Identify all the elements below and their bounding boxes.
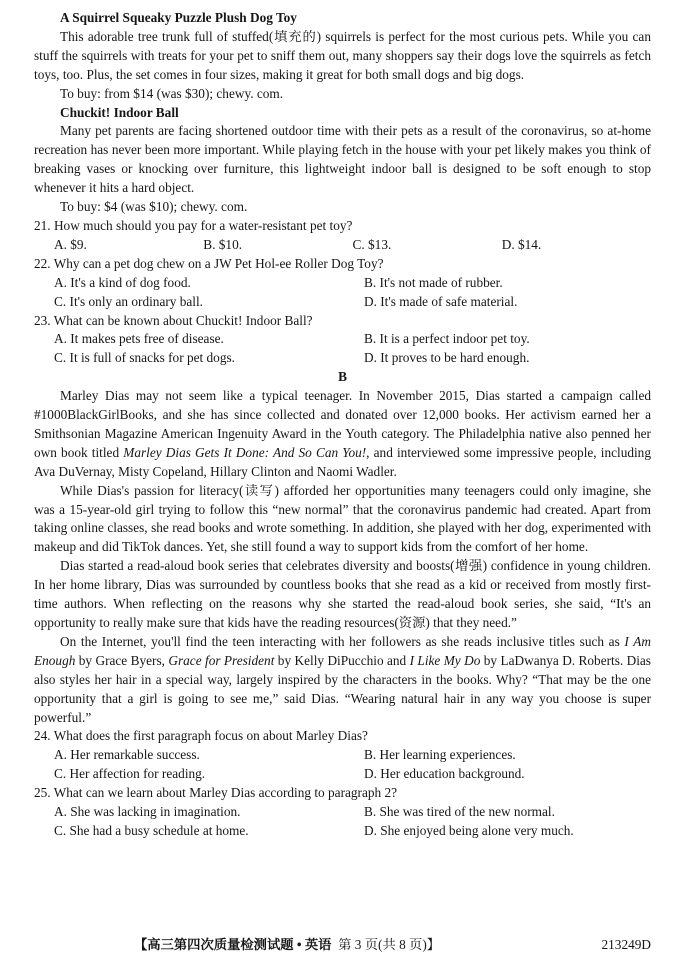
question-21: 21. How much should you pay for a water-resistant pet toy? <box>34 217 353 233</box>
question-22-options-row1 <box>34 274 651 293</box>
question-24: 24. What does the first paragraph focus on about Marley Dias? <box>34 728 368 744</box>
p4-title-2: Grace for President <box>168 652 275 668</box>
question-21-options <box>34 236 651 255</box>
passage-b-paragraph-4 <box>34 633 651 728</box>
option-25-b: B. She was tired of the new normal. <box>364 804 555 820</box>
option-25-d: D. She enjoyed being alone very much. <box>364 822 574 838</box>
p4-title-1: I Am Enough <box>34 633 651 668</box>
option-24-c: C. Her affection for reading. <box>54 766 206 782</box>
option-22-a: A. It's a kind of dog food. <box>54 274 191 290</box>
option-22-d: D. It's made of safe material. <box>364 293 518 309</box>
passage-b-paragraph-2: While Dias's passion for literacy(读写) afforded her opportunities many teenagers could only imagine, she was a 15-year-old girl trying to follow this “new normal” that the coronavirus pandemic had created. Apart from taking online classes, she read books and wrote something. In addition, she played with her dog, experimented with makeup and did TikTok dances. Yet, she still found a way to support kids from the comfort of her home. <box>34 482 651 555</box>
book-title: Marley Dias Gets It Done: And So Can You! <box>123 444 367 460</box>
item-buy-squirrel-toy: To buy: from $14 (was $30); chewy. com. <box>60 85 284 101</box>
option-22-b: B. It's not made of rubber. <box>364 274 503 290</box>
question-23-options-row2 <box>34 349 651 368</box>
option-23-b: B. It is a perfect indoor pet toy. <box>364 331 530 347</box>
p4-title-3: I Like My Do <box>409 652 481 668</box>
footer-code: 213249D <box>601 937 651 952</box>
option-25-c: C. She had a busy schedule at home. <box>54 822 249 838</box>
item-body-chuckit-ball: Many pet parents are facing shortened outdoor time with their pets as a result of the coronavirus, so at-home recreation has never been more important. While playing fetch in the house with your pet likely makes you think of breaking vases or knocking over furniture, this lightweight indoor ball is designed to be soft enough to stop whenever it hits a hard object. <box>34 123 651 196</box>
item-body-squirrel-toy: This adorable tree trunk full of stuffed(填充的) squirrels is perfect for the most curious pets. While you can stuff the squirrels with treats for your pet to sniff them out, many shoppers say their dogs love the squirrels as fetch toys, too. Plus, the set comes in four sizes, making it great for both small dogs and big dogs. <box>34 28 651 82</box>
item-title-squirrel-toy: A Squirrel Squeaky Puzzle Plush Dog Toy <box>60 10 297 25</box>
question-25-options-row1 <box>34 803 651 822</box>
option-23-d: D. It proves to be hard enough. <box>364 350 530 366</box>
option-21-d: D. $14. <box>501 236 542 252</box>
option-21-b: B. $10. <box>203 236 243 252</box>
option-24-b: B. Her learning experiences. <box>364 747 516 763</box>
question-23-options-row1 <box>34 330 651 349</box>
option-23-c: C. It is full of snacks for pet dogs. <box>54 350 235 366</box>
p1-text-end: , and interviewed some impressive people, including Ava DuVernay, Misty Copeland, Hillary Clinton and Naomi Wadler. <box>34 444 651 479</box>
p4-text-2: by Grace Byers, <box>75 652 169 668</box>
option-21-c: C. $13. <box>352 236 392 252</box>
option-24-d: D. Her education background. <box>364 766 525 782</box>
question-22-options-row2 <box>34 293 651 312</box>
option-21-a: A. $9. <box>54 236 87 252</box>
footer-title <box>134 936 440 955</box>
question-23: 23. What can be known about Chuckit! Indoor Ball? <box>34 312 313 328</box>
option-24-a: A. Her remarkable success. <box>54 747 200 763</box>
question-25-options-row2 <box>34 822 651 841</box>
p1-text-start: Marley Dias may not seem like a typical teenager. In November 2015, Dias started a campaign called #1000BlackGirlBooks, and she has since collected and donated over 12,000 books. Her activism earned her a Smithsonian Magazine American Ingenuity Award in the Youth category. The Philadelphia native also penned her own book titled <box>34 388 651 460</box>
section-heading-b: B <box>338 369 347 385</box>
footer-page-number: 第 3 页(共 8 页)】 <box>338 937 441 952</box>
question-25: 25. What can we learn about Marley Dias according to paragraph 2? <box>34 785 398 801</box>
question-24-options-row1 <box>34 746 651 765</box>
option-22-c: C. It's only an ordinary ball. <box>54 293 204 309</box>
passage-b-paragraph-1 <box>34 387 651 482</box>
option-23-a: A. It makes pets free of disease. <box>54 331 224 347</box>
p4-text-3: by Kelly DiPucchio and <box>274 652 410 668</box>
question-24-options-row2 <box>34 765 651 784</box>
option-25-a: A. She was lacking in imagination. <box>54 804 241 820</box>
question-22: 22. Why can a pet dog chew on a JW Pet Hol-ee Roller Dog Toy? <box>34 255 384 271</box>
p4-text-1: On the Internet, you'll find the teen interacting with her followers as she reads inclusive titles such as <box>60 633 625 649</box>
passage-b-paragraph-3: Dias started a read-aloud book series that celebrates diversity and boosts(增强) confidence in young children. In her home library, Dias was surrounded by countless books that she read as a kid or received from mostly first-time authors. When reflecting on the reasons why she started the read-aloud book series, she said, “It's an opportunity to really make sure that kids have the reading resources(资源) that they need.” <box>34 558 651 630</box>
item-buy-chuckit-ball: To buy: $4 (was $10); chewy. com. <box>60 199 248 215</box>
item-title-chuckit-ball: Chuckit! Indoor Ball <box>60 104 179 120</box>
footer-exam-title: 【高三第四次质量检测试题 • 英语 <box>134 937 332 952</box>
p4-text-4: by LaDwanya D. Roberts. Dias also styles her hair in a special way, largely inspired by the characters in the books. Why? “That may be the one opportunity that a girl is going to see me,” said Dias. “Wearing natural hair in any way you choose is super powerful.” <box>34 652 651 725</box>
